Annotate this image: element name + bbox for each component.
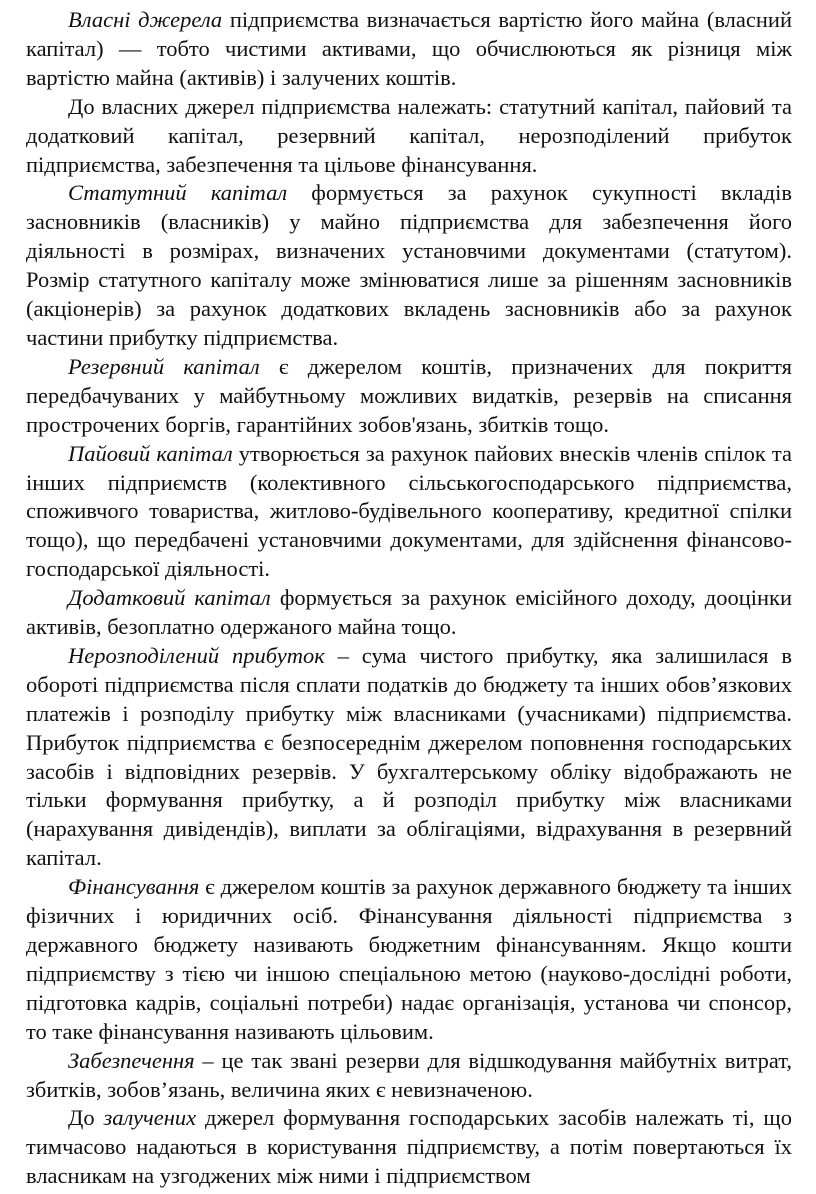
paragraph-additional-capital xyxy=(26,584,792,642)
paragraph-own-sources-list xyxy=(26,93,792,180)
paragraph-text: До власних джерел підприємства належать: статутний капітал, пайовий та додатковий капітал, резервний капітал, нерозподілений прибуток підприємства, забезпечення та цільове фінансування. xyxy=(26,93,792,177)
paragraph-financing xyxy=(26,873,792,1046)
paragraph-provisions xyxy=(26,1047,792,1105)
term-provisions: Забезпечення xyxy=(68,1047,195,1073)
paragraph-text: джерел формування господарських засобів належать ті, що тимчасово надаються в користування підприємству, а потім повертаються їх власникам на узгоджених між ними і підприємством xyxy=(26,1105,792,1189)
paragraph-borrowed-sources xyxy=(26,1104,792,1191)
paragraph-prefix: До xyxy=(68,1105,104,1131)
paragraph-text: – сума чистого прибутку, яка залишилася в обороті підприємства після сплати податків до бюджету та інших обов’язкових платежів і розподілу прибутку між власниками (учасниками) підприємства. Прибуток підприємства є безпосереднім джерелом поповнення господарських засобів і відповідних резервів. У бухгалтерському обліку відображають не тільки формування прибутку, а й розподіл прибутку між власниками (нарахування дивідендів), виплати за облігаціями, відрахування в резервний капітал. xyxy=(26,642,793,871)
paragraph-text: формується за рахунок сукупності вкладів засновників (власників) у майно підприємства для забезпечення його діяльності в розмірах, визначених установчими документами (статутом). Розмір статутного капіталу може змінюватися лише за рішенням засновників (акціонерів) за рахунок додаткових вкладень засновників або за рахунок частини прибутку підприємства. xyxy=(26,180,792,350)
paragraph-share-capital xyxy=(26,440,792,585)
paragraph-reserve-capital xyxy=(26,353,792,440)
term-share-capital: Пайовий капітал xyxy=(68,440,233,466)
term-reserve-capital: Резервний капітал xyxy=(68,353,260,379)
term-financing: Фінансування xyxy=(68,874,200,900)
term-statutory-capital: Статутний капітал xyxy=(68,180,288,206)
term-own-sources: Власні джерела xyxy=(68,7,223,32)
paragraph-text: – це так звані резерви для відшкодування майбутніх витрат, збитків, зобов’язань, величина яких є невизначеною. xyxy=(26,1047,792,1102)
paragraph-text: формується за рахунок емісійного доходу, дооцінки активів, безоплатно одержаного майна тощо. xyxy=(26,585,792,640)
term-borrowed: залучених xyxy=(103,1105,197,1131)
paragraph-retained-earnings xyxy=(26,642,792,873)
paragraph-text: підприємства визначається вартістю його майна (власний капітал) — тобто чистими активами, що обчислюються як різниця між вартістю майна (активів) і залучених коштів. xyxy=(26,7,792,90)
paragraph-text: є джерелом коштів за рахунок державного бюджету та інших фізичних і юридичних осіб. Фінансування діяльності підприємства з державного бюджету називають бюджетним фінансуванням. Якщо кошти підприємству з тією чи іншою спеціальною метою (науково-дослідні роботи, підготовка кадрів, соціальні потреби) надає організація, установа чи спонсор, то таке фінансування називають цільовим. xyxy=(26,874,792,1044)
document-page xyxy=(26,6,792,1191)
term-additional-capital: Додатковий капітал xyxy=(68,585,271,611)
paragraph-text: утворюється за рахунок пайових внесків членів спілок та інших підприємств (колективного сільськогосподарського підприємства, споживчого товариства, житлово-будівельного кооперативу, кредитної спілки тощо), що передбачені установчими документами, для здійснення фінансово-господарської діяльності. xyxy=(26,440,792,582)
paragraph-own-sources xyxy=(26,6,792,93)
paragraph-statutory-capital xyxy=(26,179,792,352)
term-retained-earnings: Нерозподілений прибуток xyxy=(68,642,325,668)
paragraph-text: є джерелом коштів, призначених для покриття передбачуваних у майбутньому можливих видатків, резервів на списання прострочених боргів, гарантійних зобов'язань, збитків тощо. xyxy=(26,353,792,437)
